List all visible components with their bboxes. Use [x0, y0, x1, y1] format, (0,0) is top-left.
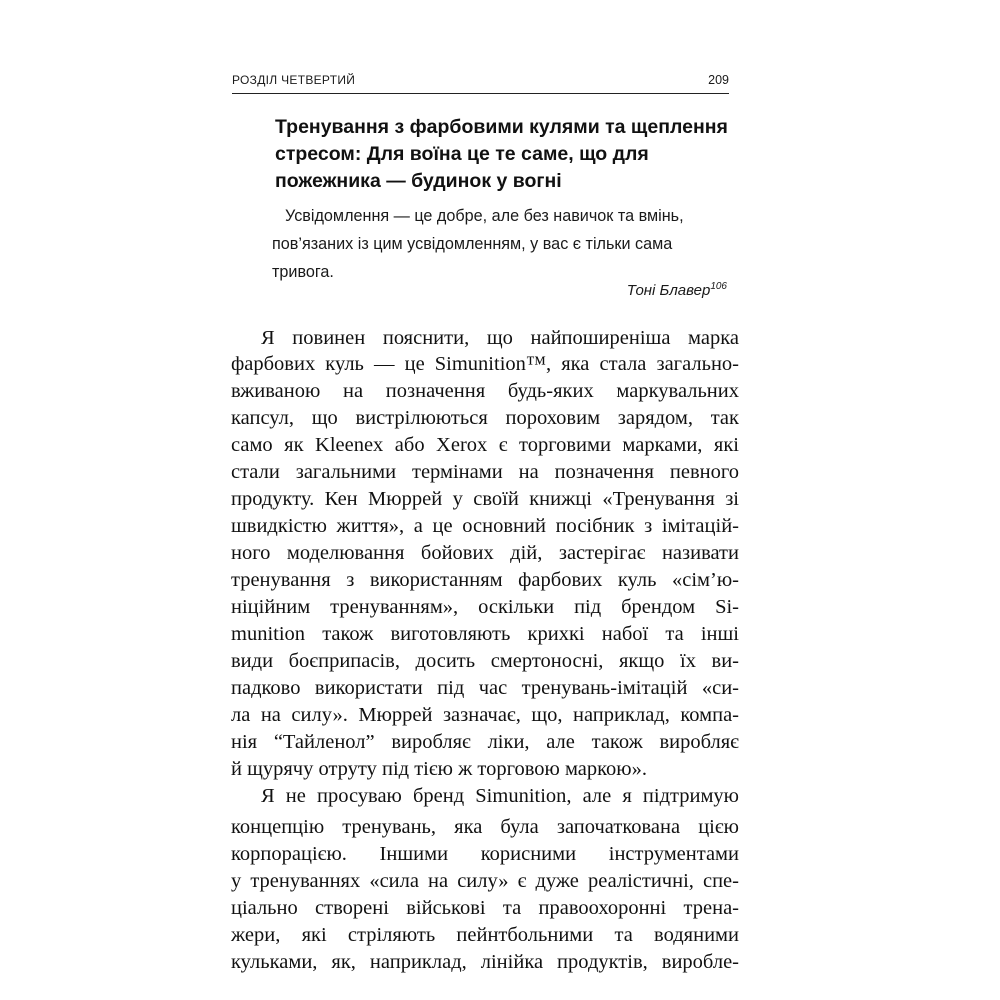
body-line: продукту. Кен Мюррей у своїй книжці «Тренування зі — [231, 488, 739, 510]
body-line: ніційним тренуванням», оскільки під брендом Si- — [231, 596, 739, 618]
body-line: munition також виготовляють крихкі набої та інші — [231, 623, 739, 645]
page-number: 209 — [708, 73, 729, 87]
body-line: ціально створені військові та правоохоронні трена- — [231, 897, 739, 919]
body-line: капсул, що вистрілюються пороховим зарядом, так — [231, 407, 739, 429]
body-line: види боєприпасів, досить смертоносні, якщо їх ви- — [231, 650, 739, 672]
body-line: падково використати під час тренувань-імітацій «си- — [231, 677, 739, 699]
body-line: ла на силу». Мюррей зазначає, що, наприклад, компа- — [231, 704, 739, 726]
body-line: вживаною на позначення будь-яких маркувальних — [231, 380, 739, 402]
body-line: концепцію тренувань, яка була започаткована цією — [231, 816, 739, 838]
body-line: фарбових куль — це Simunition™, яка стала загально- — [231, 353, 739, 375]
section-title — [275, 114, 735, 195]
epigraph-author — [627, 281, 727, 299]
body-line: корпорацією. Іншими корисними інструментами — [231, 843, 739, 865]
body-line: кульками, як, наприклад, лінійка продуктів, виробле- — [231, 951, 739, 973]
body-line: у тренуваннях «сила на силу» є дуже реалістичні, спе- — [231, 870, 739, 892]
epigraph-line: Усвідомлення — це добре, але без навичок та вмінь, — [285, 207, 684, 225]
body-line: Я не просуваю бренд Simunition, але я підтримую — [261, 785, 739, 807]
footnote-marker: 106 — [710, 281, 727, 292]
running-header — [232, 71, 729, 94]
section-title-line: стресом: Для воїна це те саме, що для — [275, 143, 649, 165]
body-line: само як Kleenex або Xerox є торговими марками, які — [231, 434, 739, 456]
chapter-title: РОЗДІЛ ЧЕТВЕРТИЙ — [232, 73, 356, 87]
body-line: нія “Тайленол” виробляє ліки, але також виробляє — [231, 731, 739, 753]
section-title-line: Тренування з фарбовими кулями та щеплення — [275, 116, 728, 138]
epigraph-author-name: Тоні Блавер — [626, 282, 711, 299]
body-line: стали загальними термінами на позначення певного — [231, 461, 739, 483]
body-line: ного моделювання бойових дій, застерігає називати — [231, 542, 739, 564]
body-line: жери, які стріляють пейнтбольними та водяними — [231, 924, 739, 946]
body-line: й щурячу отруту під тією ж торговою маркою». — [231, 758, 647, 780]
body-line: Я повинен пояснити, що найпоширеніша марка — [261, 327, 739, 349]
body-line: тренування з використанням фарбових куль «сім’ю- — [231, 569, 739, 591]
epigraph-line: пов’язаних із цим усвідомленням, у вас є тільки сама — [272, 235, 673, 253]
epigraph-line: тривога. — [272, 263, 334, 281]
section-title-line: пожежника — будинок у вогні — [275, 170, 562, 192]
body-line: швидкістю життя», а це основний посібник з імітацій- — [231, 515, 739, 537]
